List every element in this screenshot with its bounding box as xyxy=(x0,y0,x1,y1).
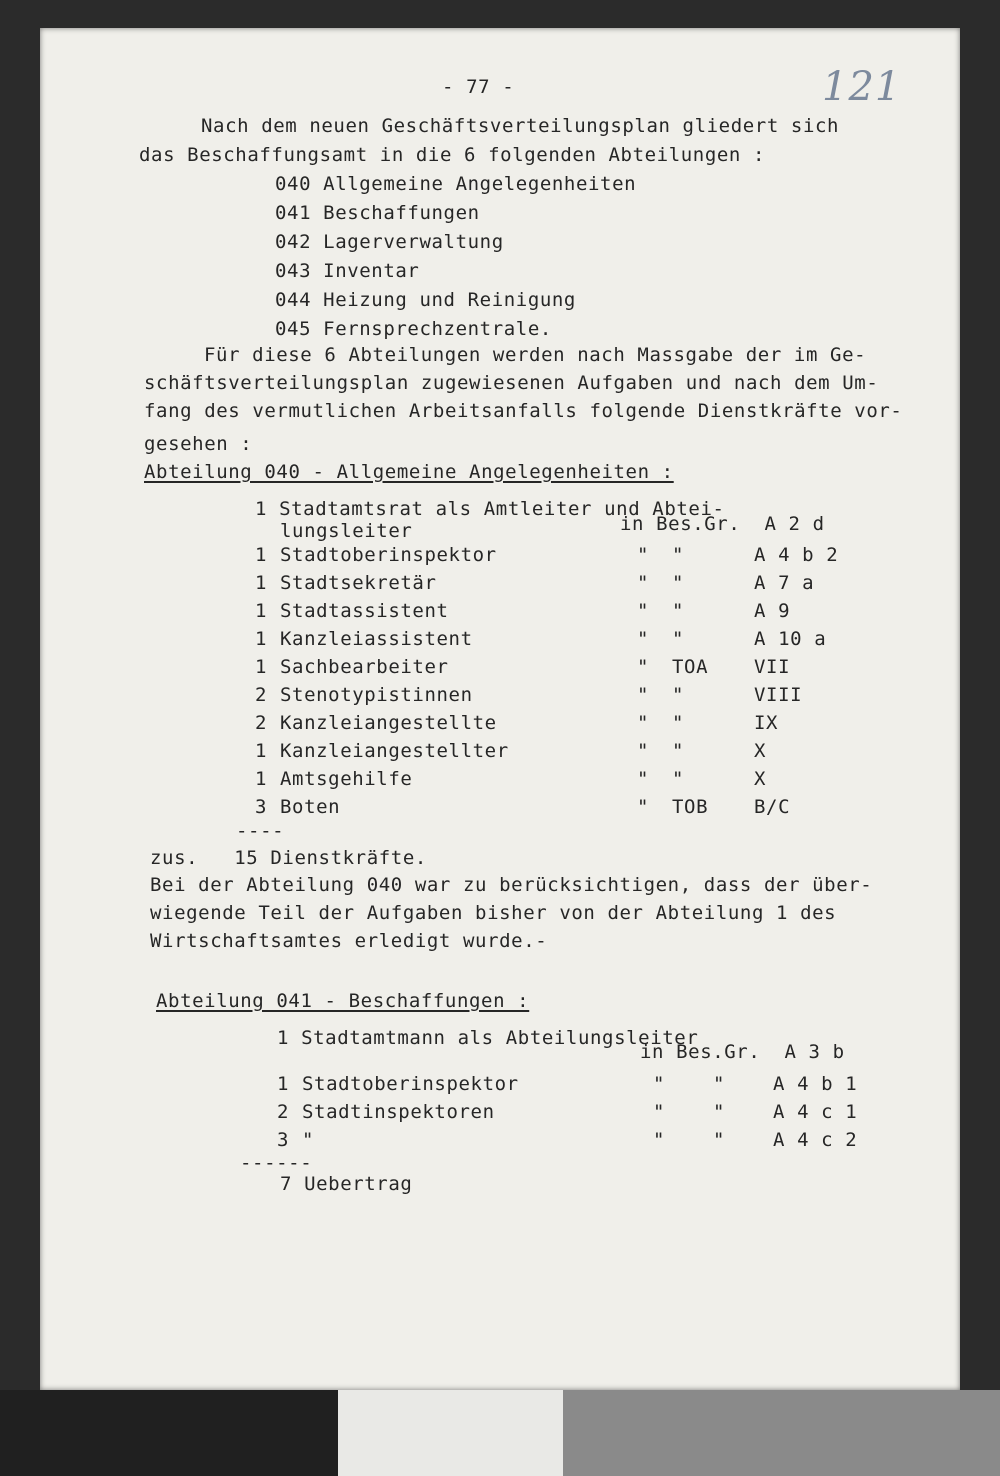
section-040-sum-rule: ---- xyxy=(236,820,285,842)
department-044: 044 Heizung und Reinigung xyxy=(275,289,576,311)
section-040-row-ditto-2: " xyxy=(672,768,685,790)
section-040-row-ditto-2: " xyxy=(672,628,685,650)
section-041-row-count: 2 xyxy=(277,1101,290,1123)
section-040-row-grade: A 4 b 2 xyxy=(754,544,839,566)
note-line-3: Wirtschaftsamtes erledigt wurde.- xyxy=(150,930,548,952)
page-number: - 77 - xyxy=(442,76,515,98)
section-041-row-grade: A 4 c 1 xyxy=(773,1101,858,1123)
section-040-row-grade: VII xyxy=(754,656,791,678)
intro-line-1: Nach dem neuen Geschäftsverteilungsplan gliedert sich xyxy=(201,115,840,137)
note-line-2: wiegende Teil der Aufgaben bisher von der Abteilung 1 des xyxy=(150,902,837,924)
section-040-row-title: Sachbearbeiter xyxy=(280,656,449,678)
section-040-row-ditto-1: " xyxy=(637,544,650,566)
section-040-row-grade: X xyxy=(754,740,767,762)
paragraph2-line-3: fang des vermutlichen Arbeitsanfalls folgende Dienstkräfte vor- xyxy=(144,400,903,422)
section-040-row-ditto-2: " xyxy=(672,740,685,762)
section-040-row-ditto-1: " xyxy=(637,796,650,818)
section-040-row-title: Stenotypistinnen xyxy=(280,684,473,706)
section-040-row-grade: IX xyxy=(754,712,779,734)
section-040-row-title: Boten xyxy=(280,796,341,818)
archive-number: 121 xyxy=(822,64,902,110)
section-040-first-line: 1 Stadtamtsrat als Amtleiter und Abtei- xyxy=(255,498,725,520)
section-040-row-ditto-1: " xyxy=(637,712,650,734)
section-040-total: zus. 15 Dienstkräfte. xyxy=(150,847,427,869)
section-041-sum-rule: ------ xyxy=(240,1152,313,1174)
section-040-row-ditto-2: " xyxy=(672,544,685,566)
section-040-row-ditto-2: " xyxy=(672,684,685,706)
section-040-row-title: Stadtassistent xyxy=(280,600,449,622)
section-041-row-ditto-2: " xyxy=(713,1073,726,1095)
section-041-row-count: 1 xyxy=(277,1073,290,1095)
section-040-row-ditto-1: " xyxy=(637,628,650,650)
section-040-row-count: 1 xyxy=(255,740,268,762)
section-041-row-grade: A 4 c 2 xyxy=(773,1129,858,1151)
department-043: 043 Inventar xyxy=(275,260,420,282)
section-041-row-ditto-2: " xyxy=(713,1129,726,1151)
section-040-row-count: 1 xyxy=(255,628,268,650)
section-040-row-grade: X xyxy=(754,768,767,790)
section-040-row-grade: B/C xyxy=(754,796,791,818)
paragraph2-line-2: schäftsverteilungsplan zugewiesenen Aufgaben und nach dem Um- xyxy=(144,372,879,394)
section-040-row-ditto-2: " xyxy=(672,712,685,734)
intro-line-2: das Beschaffungsamt in die 6 folgenden Abteilungen : xyxy=(139,144,766,166)
section-040-row-count: 2 xyxy=(255,712,268,734)
section-040-row-ditto-1: " xyxy=(637,656,650,678)
section-040-row-count: 1 xyxy=(255,572,268,594)
section-040-row-ditto-1: " xyxy=(637,572,650,594)
paragraph2-line-1: Für diese 6 Abteilungen werden nach Massgabe der im Ge- xyxy=(204,344,867,366)
section-040-row-grade: VIII xyxy=(754,684,803,706)
document-page xyxy=(40,28,960,1390)
section-040-row-title: Stadtoberinspektor xyxy=(280,544,497,566)
section-041-carry: 7 Uebertrag xyxy=(280,1173,413,1195)
department-045: 045 Fernsprechzentrale. xyxy=(275,318,552,340)
section-040-row-title: Amtsgehilfe xyxy=(280,768,413,790)
section-040-row-title: Kanzleiassistent xyxy=(280,628,473,650)
section-040-row-ditto-1: " xyxy=(637,740,650,762)
section-041-row-title: " xyxy=(302,1129,315,1151)
department-041: 041 Beschaffungen xyxy=(275,202,480,224)
section-041-first-line-tail: in Bes.Gr. A 3 b xyxy=(640,1041,845,1063)
section-040-row-ditto-1: " xyxy=(637,600,650,622)
scan-background-grey xyxy=(563,1390,1000,1476)
section-041-heading: Abteilung 041 - Beschaffungen : xyxy=(156,990,530,1012)
department-040: 040 Allgemeine Angelegenheiten xyxy=(275,173,637,195)
section-040-first-line-tail: in Bes.Gr. A 2 d xyxy=(620,513,825,535)
section-041-row-ditto-1: " xyxy=(653,1129,666,1151)
section-040-row-ditto-1: " xyxy=(637,684,650,706)
note-line-1: Bei der Abteilung 040 war zu berücksichtigen, dass der über- xyxy=(150,874,873,896)
section-041-row-count: 3 xyxy=(277,1129,290,1151)
section-040-row-count: 3 xyxy=(255,796,268,818)
section-040-row-count: 1 xyxy=(255,656,268,678)
section-040-row-title: Kanzleiangestellte xyxy=(280,712,497,734)
section-040-first-line-cont: lungsleiter xyxy=(280,520,413,542)
section-040-row-count: 1 xyxy=(255,768,268,790)
section-040-row-ditto-1: " xyxy=(637,768,650,790)
section-040-row-count: 1 xyxy=(255,544,268,566)
scan-background-dark xyxy=(0,1390,338,1476)
section-040-row-ditto-2: TOA xyxy=(672,656,709,678)
scan-background-light xyxy=(338,1390,563,1476)
section-040-row-count: 2 xyxy=(255,684,268,706)
section-040-row-grade: A 10 a xyxy=(754,628,827,650)
department-042: 042 Lagerverwaltung xyxy=(275,231,504,253)
section-040-row-grade: A 9 xyxy=(754,600,791,622)
section-041-row-ditto-1: " xyxy=(653,1101,666,1123)
section-040-row-ditto-2: TOB xyxy=(672,796,709,818)
section-040-row-title: Stadtsekretär xyxy=(280,572,437,594)
section-040-row-ditto-2: " xyxy=(672,572,685,594)
section-041-first-line: 1 Stadtamtmann als Abteilungsleiter xyxy=(277,1027,699,1049)
section-041-row-ditto-1: " xyxy=(653,1073,666,1095)
section-040-row-ditto-2: " xyxy=(672,600,685,622)
section-040-row-title: Kanzleiangestellter xyxy=(280,740,509,762)
section-041-row-grade: A 4 b 1 xyxy=(773,1073,858,1095)
section-041-row-title: Stadtoberinspektor xyxy=(302,1073,519,1095)
section-040-row-count: 1 xyxy=(255,600,268,622)
section-040-heading: Abteilung 040 - Allgemeine Angelegenheiten : xyxy=(144,461,674,483)
section-040-row-grade: A 7 a xyxy=(754,572,815,594)
paragraph2-line-4: gesehen : xyxy=(144,433,253,455)
section-041-row-ditto-2: " xyxy=(713,1101,726,1123)
section-041-row-title: Stadtinspektoren xyxy=(302,1101,495,1123)
